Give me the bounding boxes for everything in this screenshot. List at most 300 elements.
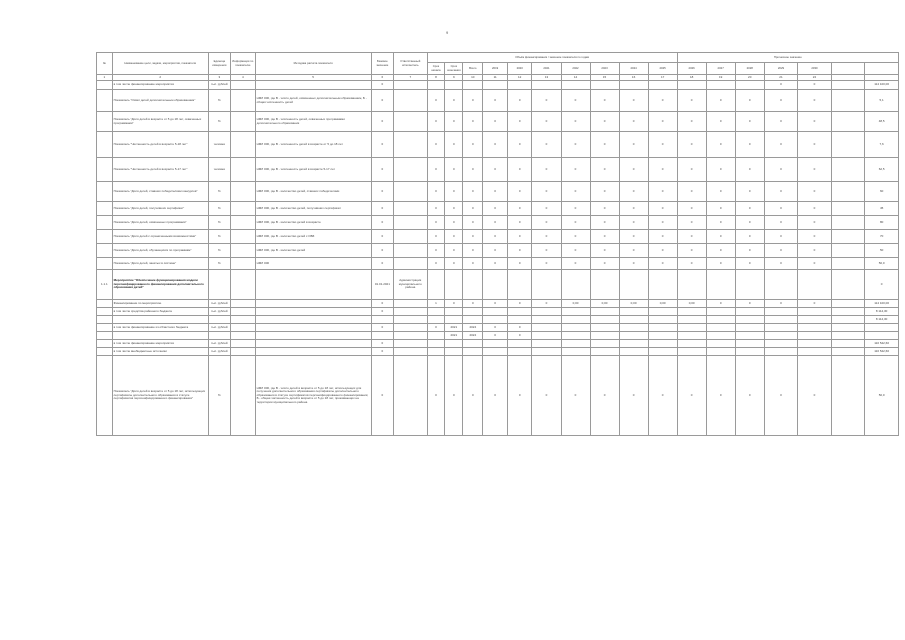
cell-name: Финансирование по мероприятию	[112, 300, 208, 308]
cell-value: 0	[735, 230, 764, 244]
cell-value: 0	[463, 230, 483, 244]
cell-info	[231, 332, 256, 340]
cell-value: 0	[865, 270, 899, 300]
table-row	[97, 90, 899, 112]
cell-value: 0	[507, 230, 532, 244]
cell-value: 0	[427, 112, 445, 132]
cell-value: 80	[865, 216, 899, 230]
cell-value: 0	[706, 158, 735, 182]
column-number: 15	[590, 75, 619, 81]
cell-value	[590, 81, 619, 90]
cell-value: 0	[619, 244, 648, 258]
cell-method	[255, 300, 371, 308]
cell-value: 0	[483, 90, 508, 112]
cell-method: НМЛ 000, где В - численность детей в возрасте 5-17 лет	[255, 158, 371, 182]
column-number: 5	[255, 75, 371, 81]
cell-value	[831, 112, 865, 132]
cell-value: 0	[735, 132, 764, 158]
cell-value	[831, 332, 865, 340]
cell-value	[706, 316, 735, 324]
cell-value: 0	[706, 132, 735, 158]
cell-value: 0,00	[648, 300, 677, 308]
cell-value: 0	[561, 202, 590, 216]
cell-value: 0	[798, 112, 832, 132]
cell-value: 0	[561, 132, 590, 158]
cell-no	[97, 158, 113, 182]
cell-value	[427, 270, 445, 300]
cell-value	[561, 316, 590, 324]
column-number: 22	[798, 75, 832, 81]
cell-name: Показатель "Доля детей в возрасте от 5 до 18 лет, охваченных программами"	[112, 112, 208, 132]
cell-value: 0	[648, 182, 677, 202]
cell-method	[255, 316, 371, 324]
cell-value: 0	[677, 90, 706, 112]
cell-value: 0	[483, 158, 508, 182]
cell-value: 0	[764, 81, 798, 90]
cell-method	[255, 324, 371, 332]
cell-value	[507, 81, 532, 90]
cell-value: 0	[764, 300, 798, 308]
cell-value: 0	[561, 158, 590, 182]
header-year: 2023	[590, 63, 619, 75]
cell-value: 110 542,60	[865, 340, 899, 348]
table-row	[97, 81, 899, 90]
cell-value	[677, 270, 706, 300]
cell-info	[231, 158, 256, 182]
cell-value	[590, 316, 619, 324]
cell-value: 0	[561, 356, 590, 436]
cell-info	[231, 308, 256, 316]
header-name: Наименование цели, задачи, мероприятия, показателя	[112, 53, 208, 75]
cell-unit: %	[208, 90, 230, 112]
table-row	[97, 308, 899, 316]
cell-value: 0	[532, 132, 561, 158]
cell-value	[648, 332, 677, 340]
cell-value: 0	[706, 244, 735, 258]
cell-value	[648, 270, 677, 300]
cell-base: 0	[371, 230, 393, 244]
cell-value	[463, 81, 483, 90]
column-number: 9	[445, 75, 463, 81]
cell-value: 0	[427, 258, 445, 270]
cell-value: 0	[590, 202, 619, 216]
cell-value: 2024	[463, 332, 483, 340]
cell-name: в том числе средства районного бюджета	[112, 308, 208, 316]
column-number: 11	[483, 75, 508, 81]
cell-value: 0	[648, 356, 677, 436]
cell-value: 0	[463, 202, 483, 216]
cell-executor	[394, 244, 428, 258]
cell-value: 0	[798, 81, 832, 90]
cell-value: 0	[619, 356, 648, 436]
cell-value: 0	[590, 356, 619, 436]
cell-value	[619, 348, 648, 356]
cell-unit: %	[208, 244, 230, 258]
cell-value: 2021	[445, 324, 463, 332]
cell-value: 0,00	[619, 300, 648, 308]
cell-value: 0	[798, 300, 832, 308]
cell-value	[561, 270, 590, 300]
cell-value	[831, 270, 865, 300]
cell-value: 0	[507, 132, 532, 158]
cell-value	[463, 348, 483, 356]
cell-value	[677, 348, 706, 356]
table-row	[97, 356, 899, 436]
cell-executor	[394, 158, 428, 182]
table-row	[97, 182, 899, 202]
cell-value	[706, 340, 735, 348]
cell-value: 0	[798, 230, 832, 244]
cell-value: 0	[532, 90, 561, 112]
cell-value: 0	[463, 356, 483, 436]
cell-value: 0	[483, 230, 508, 244]
cell-value: 0	[427, 324, 445, 332]
cell-value: 60	[865, 182, 899, 202]
cell-value: 0	[677, 132, 706, 158]
cell-value: 0	[798, 202, 832, 216]
cell-value: 0	[590, 258, 619, 270]
cell-value	[619, 308, 648, 316]
header-year: 2027	[706, 63, 735, 75]
cell-value: 0	[619, 216, 648, 230]
cell-unit: человек	[208, 132, 230, 158]
cell-value	[463, 270, 483, 300]
cell-value: 0	[706, 356, 735, 436]
cell-value: 0	[445, 230, 463, 244]
cell-value: 0	[764, 90, 798, 112]
cell-name: Показатель "Численность детей в возрасте 5-18 лет"	[112, 132, 208, 158]
cell-method	[255, 81, 371, 90]
cell-executor	[394, 348, 428, 356]
cell-value: 0	[764, 216, 798, 230]
cell-value: 0	[507, 244, 532, 258]
cell-value	[619, 270, 648, 300]
cell-value	[532, 81, 561, 90]
cell-value	[764, 308, 798, 316]
cell-info	[231, 348, 256, 356]
cell-no	[97, 230, 113, 244]
cell-value: 0	[427, 244, 445, 258]
cell-value: 0	[677, 230, 706, 244]
header-total: Всего	[463, 63, 483, 75]
cell-value: 0	[483, 300, 508, 308]
cell-unit: тыс. рублей	[208, 81, 230, 90]
cell-value: 0	[561, 112, 590, 132]
cell-value: 0	[483, 258, 508, 270]
table-row	[97, 258, 899, 270]
cell-no	[97, 348, 113, 356]
cell-name: Показатель "Доля детей, ставших победителями конкурсов"	[112, 182, 208, 202]
cell-value	[427, 316, 445, 324]
cell-value: 0	[764, 202, 798, 216]
cell-info	[231, 81, 256, 90]
cell-value: 0	[706, 112, 735, 132]
cell-value	[561, 324, 590, 332]
cell-base: 0	[371, 90, 393, 112]
cell-no	[97, 132, 113, 158]
cell-name: Показатель "Охват детей дополнительным образованием"	[112, 90, 208, 112]
cell-value: 0	[445, 216, 463, 230]
cell-value: 0	[798, 90, 832, 112]
cell-value	[427, 332, 445, 340]
cell-unit: %	[208, 202, 230, 216]
cell-value	[532, 316, 561, 324]
cell-unit: тыс. рублей	[208, 348, 230, 356]
cell-value: 0	[619, 112, 648, 132]
cell-value	[677, 308, 706, 316]
cell-value: 0	[648, 258, 677, 270]
cell-value	[445, 348, 463, 356]
cell-value	[764, 270, 798, 300]
header-info: Информация по показателю	[231, 53, 256, 75]
cell-value: 0	[507, 356, 532, 436]
cell-value	[706, 324, 735, 332]
cell-value: 0	[463, 300, 483, 308]
cell-executor	[394, 182, 428, 202]
cell-executor	[394, 216, 428, 230]
cell-value: 0	[648, 112, 677, 132]
cell-no	[97, 182, 113, 202]
column-number: 8	[427, 75, 445, 81]
cell-value: 0	[507, 182, 532, 202]
column-number: 19	[706, 75, 735, 81]
cell-value: 0	[427, 202, 445, 216]
column-number: 13	[532, 75, 561, 81]
cell-value	[445, 340, 463, 348]
cell-value	[463, 308, 483, 316]
cell-value	[561, 81, 590, 90]
cell-value	[532, 308, 561, 316]
cell-executor	[394, 324, 428, 332]
cell-info	[231, 90, 256, 112]
cell-value: 0	[532, 182, 561, 202]
cell-value: 0	[507, 300, 532, 308]
cell-value: 0	[561, 258, 590, 270]
cell-value: 0	[561, 230, 590, 244]
cell-value	[865, 332, 899, 340]
cell-value: 0	[463, 182, 483, 202]
cell-value	[706, 81, 735, 90]
cell-value: 0	[706, 230, 735, 244]
cell-value: 0	[706, 300, 735, 308]
cell-value	[561, 348, 590, 356]
cell-value	[483, 316, 508, 324]
header-year: 2019	[483, 63, 508, 75]
cell-base: 0	[371, 112, 393, 132]
cell-value	[798, 324, 832, 332]
cell-method: НМЛ 000, где В - количество детей в возрасте	[255, 216, 371, 230]
table-body	[97, 81, 899, 436]
cell-value	[590, 270, 619, 300]
cell-info	[231, 356, 256, 436]
cell-value: 0	[798, 258, 832, 270]
cell-value: 0,00	[677, 300, 706, 308]
column-number: 21	[764, 75, 798, 81]
cell-value: 45	[865, 202, 899, 216]
cell-executor	[394, 258, 428, 270]
cell-value	[831, 300, 865, 308]
cell-value: 50	[865, 244, 899, 258]
cell-info	[231, 316, 256, 324]
cell-value: 0	[532, 300, 561, 308]
cell-name	[112, 316, 208, 324]
cell-value: 0	[798, 182, 832, 202]
cell-value: 70	[865, 230, 899, 244]
cell-value	[764, 316, 798, 324]
cell-value	[831, 182, 865, 202]
cell-value	[619, 316, 648, 324]
column-number: 1	[97, 75, 113, 81]
cell-value	[831, 324, 865, 332]
cell-name: в том числе внебюджетные источники	[112, 348, 208, 356]
cell-unit: тыс. рублей	[208, 324, 230, 332]
cell-value: 0	[463, 216, 483, 230]
cell-value: 0	[706, 258, 735, 270]
cell-base: 0	[371, 258, 393, 270]
cell-value	[677, 81, 706, 90]
cell-name: в том числе финансирование мероприятия	[112, 81, 208, 90]
cell-method: НМЛ 000, где В - численность детей в возрасте от 5 до 18 лет	[255, 132, 371, 158]
cell-unit: тыс. рублей	[208, 308, 230, 316]
cell-value: 0	[764, 258, 798, 270]
cell-value	[483, 270, 508, 300]
header-year: 2020	[507, 63, 532, 75]
cell-value: 0	[445, 182, 463, 202]
header-no: №	[97, 53, 113, 75]
cell-no: 1.1.1	[97, 270, 113, 300]
cell-value: 0	[677, 356, 706, 436]
table-row	[97, 300, 899, 308]
cell-info	[231, 300, 256, 308]
cell-value: 0	[507, 332, 532, 340]
cell-executor	[394, 340, 428, 348]
cell-value: 0	[532, 158, 561, 182]
cell-value	[677, 316, 706, 324]
cell-value	[483, 348, 508, 356]
cell-base: 0	[371, 216, 393, 230]
cell-value	[677, 340, 706, 348]
header-method: Методика расчёта показателя	[255, 53, 371, 75]
cell-info	[231, 244, 256, 258]
cell-no	[97, 216, 113, 230]
cell-value: 0	[483, 182, 508, 202]
cell-value: 0	[735, 244, 764, 258]
cell-value: 0	[677, 216, 706, 230]
cell-value	[590, 340, 619, 348]
column-number: 18	[677, 75, 706, 81]
cell-value	[483, 81, 508, 90]
column-number: 17	[648, 75, 677, 81]
header-year	[865, 63, 899, 75]
cell-value: 0	[532, 244, 561, 258]
cell-name: Показатель "Доля детей, обучающихся по программам"	[112, 244, 208, 258]
header-year: 2021	[532, 63, 561, 75]
cell-value: 0	[483, 244, 508, 258]
cell-value: 0	[735, 112, 764, 132]
cell-executor: Администрация муниципального района	[394, 270, 428, 300]
table-row	[97, 230, 899, 244]
cell-value: 0	[648, 158, 677, 182]
cell-value: 0	[561, 244, 590, 258]
cell-unit: %	[208, 182, 230, 202]
table-row	[97, 324, 899, 332]
cell-value	[706, 348, 735, 356]
cell-no	[97, 324, 113, 332]
cell-method: НМЛ 000, где В - число детей в возрасте от 5 до 18 лет, использующих для получения дополнительного образования сертификаты дополнительного образования в статусе сертификатов персонифицированного финансирования; Б - общая численность детей в возрасте от 5 до 18 лет, проживающих на территории муниципального района	[255, 356, 371, 436]
cell-value: 0	[619, 132, 648, 158]
cell-unit: %	[208, 356, 230, 436]
cell-name: Показатель "Доля детей, охваченных программами"	[112, 216, 208, 230]
cell-value: 0	[483, 324, 508, 332]
cell-value	[735, 348, 764, 356]
cell-unit: тыс. рублей	[208, 300, 230, 308]
cell-value: 0	[735, 182, 764, 202]
cell-value: 0	[561, 182, 590, 202]
cell-value	[427, 348, 445, 356]
cell-value	[532, 348, 561, 356]
table-row	[97, 132, 899, 158]
cell-value: 0	[427, 132, 445, 158]
table-row	[97, 216, 899, 230]
cell-value	[648, 316, 677, 324]
cell-value: 0	[590, 244, 619, 258]
cell-value: 0	[764, 132, 798, 158]
cell-value: 0	[463, 112, 483, 132]
cell-value	[831, 348, 865, 356]
cell-value	[532, 324, 561, 332]
cell-method	[255, 308, 371, 316]
header-executor: Ответственный исполнитель	[394, 53, 428, 75]
cell-value	[735, 316, 764, 324]
column-number: 10	[463, 75, 483, 81]
table-row	[97, 270, 899, 300]
cell-executor	[394, 300, 428, 308]
cell-no	[97, 202, 113, 216]
cell-value: 0	[445, 158, 463, 182]
cell-method: НМЛ 000, где В - количество детей, получивших сертификат	[255, 202, 371, 216]
cell-value: 0	[483, 216, 508, 230]
cell-value: 48,5	[865, 112, 899, 132]
cell-value	[532, 332, 561, 340]
cell-value	[532, 270, 561, 300]
cell-value: 0	[735, 216, 764, 230]
cell-no	[97, 90, 113, 112]
cell-value	[831, 258, 865, 270]
cell-value: 0	[532, 202, 561, 216]
cell-value: 2024	[463, 324, 483, 332]
cell-value: 62,5	[865, 158, 899, 182]
cell-value: 0	[735, 158, 764, 182]
cell-method: НМЛ 000, где В - число детей, охваченных дополнительным образованием, Б - общая численность детей	[255, 90, 371, 112]
cell-value: 0	[648, 202, 677, 216]
cell-value	[619, 340, 648, 348]
cell-value: 0	[706, 202, 735, 216]
cell-no	[97, 300, 113, 308]
cell-value: 0	[619, 90, 648, 112]
table-row	[97, 158, 899, 182]
cell-value	[798, 308, 832, 316]
cell-value: 0	[507, 112, 532, 132]
cell-value	[735, 270, 764, 300]
cell-value	[677, 332, 706, 340]
cell-value	[798, 316, 832, 324]
cell-info	[231, 216, 256, 230]
header-year: 2022	[561, 63, 590, 75]
cell-value: 0	[677, 258, 706, 270]
cell-value: 0	[590, 182, 619, 202]
cell-base: 0	[371, 356, 393, 436]
cell-value: 0	[677, 112, 706, 132]
